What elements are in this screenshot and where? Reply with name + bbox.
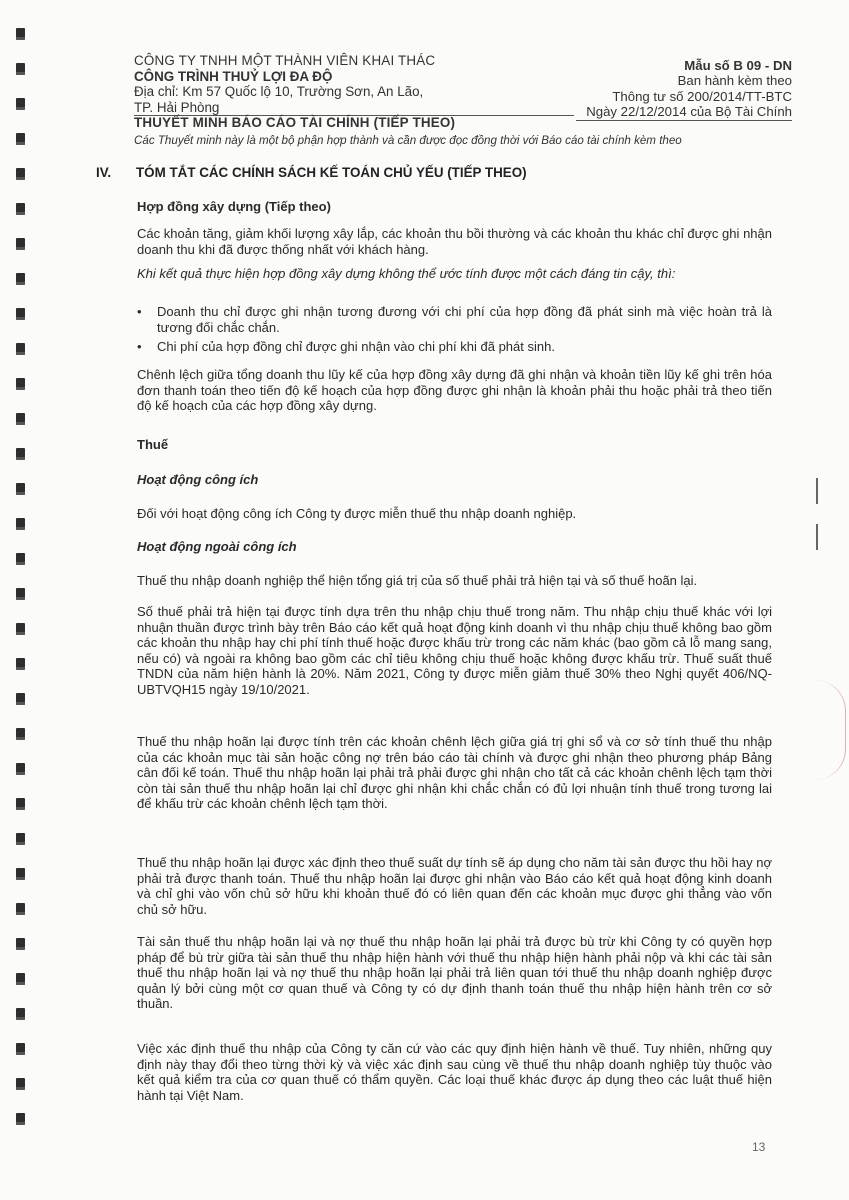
bullet-list	[137, 304, 772, 359]
issued-label: Ban hành kèm theo	[677, 73, 792, 89]
paragraph-7: Thuế thu nhập hoãn lại được tính trên các khoản chênh lệch giữa giá trị ghi sổ và cơ sở tính thuế thu nhập của các khoản mục tài sản hoặc công nợ trên báo cáo tài chính và được ghi nhận theo phương pháp Bảng cân đối kế toán. Thuế thu nhập hoãn lại phải trả phải được ghi nhận cho tất cả các khoản chênh lệch tạm thời còn tài sản thuế thu nhập hoãn lại chỉ được ghi nhận khi chắc chắn có đủ lợi nhuận tính thuế trong tương lai để khấu trừ các khoản chênh lệch tạm thời.	[137, 734, 772, 812]
binder-holes	[16, 28, 30, 1148]
heading-public-activity: Hoạt động công ích	[137, 472, 259, 487]
paragraph-4: Đối với hoạt động công ích Công ty được miễn thuế thu nhập doanh nghiệp.	[137, 506, 577, 521]
heading-tax: Thuế	[137, 437, 169, 452]
bullet-item: • Doanh thu chỉ được ghi nhận tương đương với chi phí của hợp đồng đã phát sinh mà việc hoàn trả là tương đối chắc chắn.	[137, 304, 772, 335]
issue-date: Ngày 22/12/2014 của Bộ Tài Chính	[576, 104, 792, 120]
address-line1: Địa chỉ: Km 57 Quốc lộ 10, Trường Sơn, An Lão,	[134, 84, 424, 100]
form-reference	[576, 58, 792, 121]
bullet-item: • Chi phí của hợp đồng chỉ được ghi nhận vào chi phí khi đã phát sinh.	[137, 339, 772, 355]
company-name-line1: CÔNG TY TNHH MỘT THÀNH VIÊN KHAI THÁC	[134, 53, 436, 68]
circular-number: Thông tư số 200/2014/TT-BTC	[612, 88, 792, 104]
address-line2: TP. Hải Phòng	[134, 100, 574, 117]
section-title: TÓM TẮT CÁC CHÍNH SÁCH KẾ TOÁN CHỦ YẾU (TIẾP THEO)	[136, 165, 527, 180]
company-header	[134, 53, 564, 116]
paragraph-5: Thuế thu nhập doanh nghiệp thể hiện tổng giá trị của số thuế phải trả hiện tại và số thuế hoãn lại.	[137, 573, 698, 588]
signature-mark	[815, 680, 846, 780]
heading-construction-contract: Hợp đồng xây dựng (Tiếp theo)	[137, 199, 331, 214]
section-number: IV.	[96, 165, 112, 180]
partial-stamp-mark	[816, 478, 838, 556]
paragraph-10: Việc xác định thuế thu nhập của Công ty căn cứ vào các quy định hiện hành về thuế. Tuy nhiên, những quy định này thay đổi theo từng thời kỳ và việc xác định sau cùng về thuế thu nhập doanh nghiệp tùy thuộc vào kết quả kiểm tra của cơ quan thuế có thẩm quyền. Các loại thuế khác được áp dụng theo các luật thuế hiện hành tại Việt Nam.	[137, 1041, 772, 1103]
paragraph-8: Thuế thu nhập hoãn lại được xác định theo thuế suất dự tính sẽ áp dụng cho năm tài sản được thu hồi hay nợ phải trả được thanh toán. Thuế thu nhập hoãn lại được ghi nhận vào Báo cáo kết quả hoạt động kinh doanh và chỉ ghi vào vốn chủ sở hữu khi khoản thuế đó có liên quan đến các khoản mục được ghi thẳng vào vốn chủ sở hữu.	[137, 855, 772, 917]
page-number: 13	[752, 1140, 766, 1154]
paragraph-3: Chênh lệch giữa tổng doanh thu lũy kế của hợp đồng xây dựng đã ghi nhận và khoản tiền lũy kế ghi trên hóa đơn thanh toán theo tiến độ kế hoạch của hợp đồng được ghi nhận là khoản phải thu hoặc phải trả theo tiến độ kế hoạch của các hợp đồng xây dựng.	[137, 367, 772, 414]
paragraph-9: Tài sản thuế thu nhập hoãn lại và nợ thuế thu nhập hoãn lại phải trả được bù trừ khi Công ty có quyền hợp pháp để bù trừ giữa tài sản thuế thu nhập hiện hành với thuế thu nhập hiện hành phải nộp và khi các tài sản thuế thu nhập hoãn lại và nợ thuế thu nhập hoãn lại phải trả liên quan tới thuế thu nhập doanh nghiệp được quản lý bởi cùng một cơ quan thuế và Công ty có dự định thanh toán thuế thu nhập hiện hành trên cơ sở thuần.	[137, 934, 772, 1012]
document-title: THUYẾT MINH BÁO CÁO TÀI CHÍNH (TIẾP THEO)	[134, 115, 456, 130]
form-number: Mẫu số B 09 - DN	[684, 58, 792, 73]
document-subtitle: Các Thuyết minh này là một bộ phận hợp thành và cần được đọc đồng thời với Báo cáo tài chính kèm theo	[134, 134, 682, 147]
paragraph-2-italic: Khi kết quả thực hiện hợp đồng xây dựng không thể ước tính được một cách đáng tin cậy, thì:	[137, 266, 676, 281]
paragraph-1: Các khoản tăng, giảm khối lượng xây lắp, các khoản thu bồi thường và các khoản thu khác chỉ được ghi nhận doanh thu khi đã được thống nhất với khách hàng.	[137, 226, 772, 257]
heading-non-public-activity: Hoạt động ngoài công ích	[137, 539, 297, 554]
paragraph-6: Số thuế phải trả hiện tại được tính dựa trên thu nhập chịu thuế trong năm. Thu nhập chịu thuế khác với lợi nhuận thuần được trình bày trên Báo cáo kết quả hoạt động kinh doanh vì thu nhập chịu thuế không bao gồm các khoản thu nhập hay chi phí tính thuế hoặc được khấu trừ trong các năm khác (bao gồm cả lỗ mang sang, nếu có) và ngoài ra không bao gồm các chỉ tiêu không chịu thuế hoặc không được khấu trừ. Thuế suất thuế TNDN của năm hiện hành là 20%. Năm 2021, Công ty được miễn giảm thuế 30% theo Nghị quyết 406/NQ-UBTVQH15 ngày 19/10/2021.	[137, 604, 772, 697]
company-name-line2: CÔNG TRÌNH THUỶ LỢI ĐA ĐỘ	[134, 68, 333, 84]
section-heading	[96, 165, 527, 180]
